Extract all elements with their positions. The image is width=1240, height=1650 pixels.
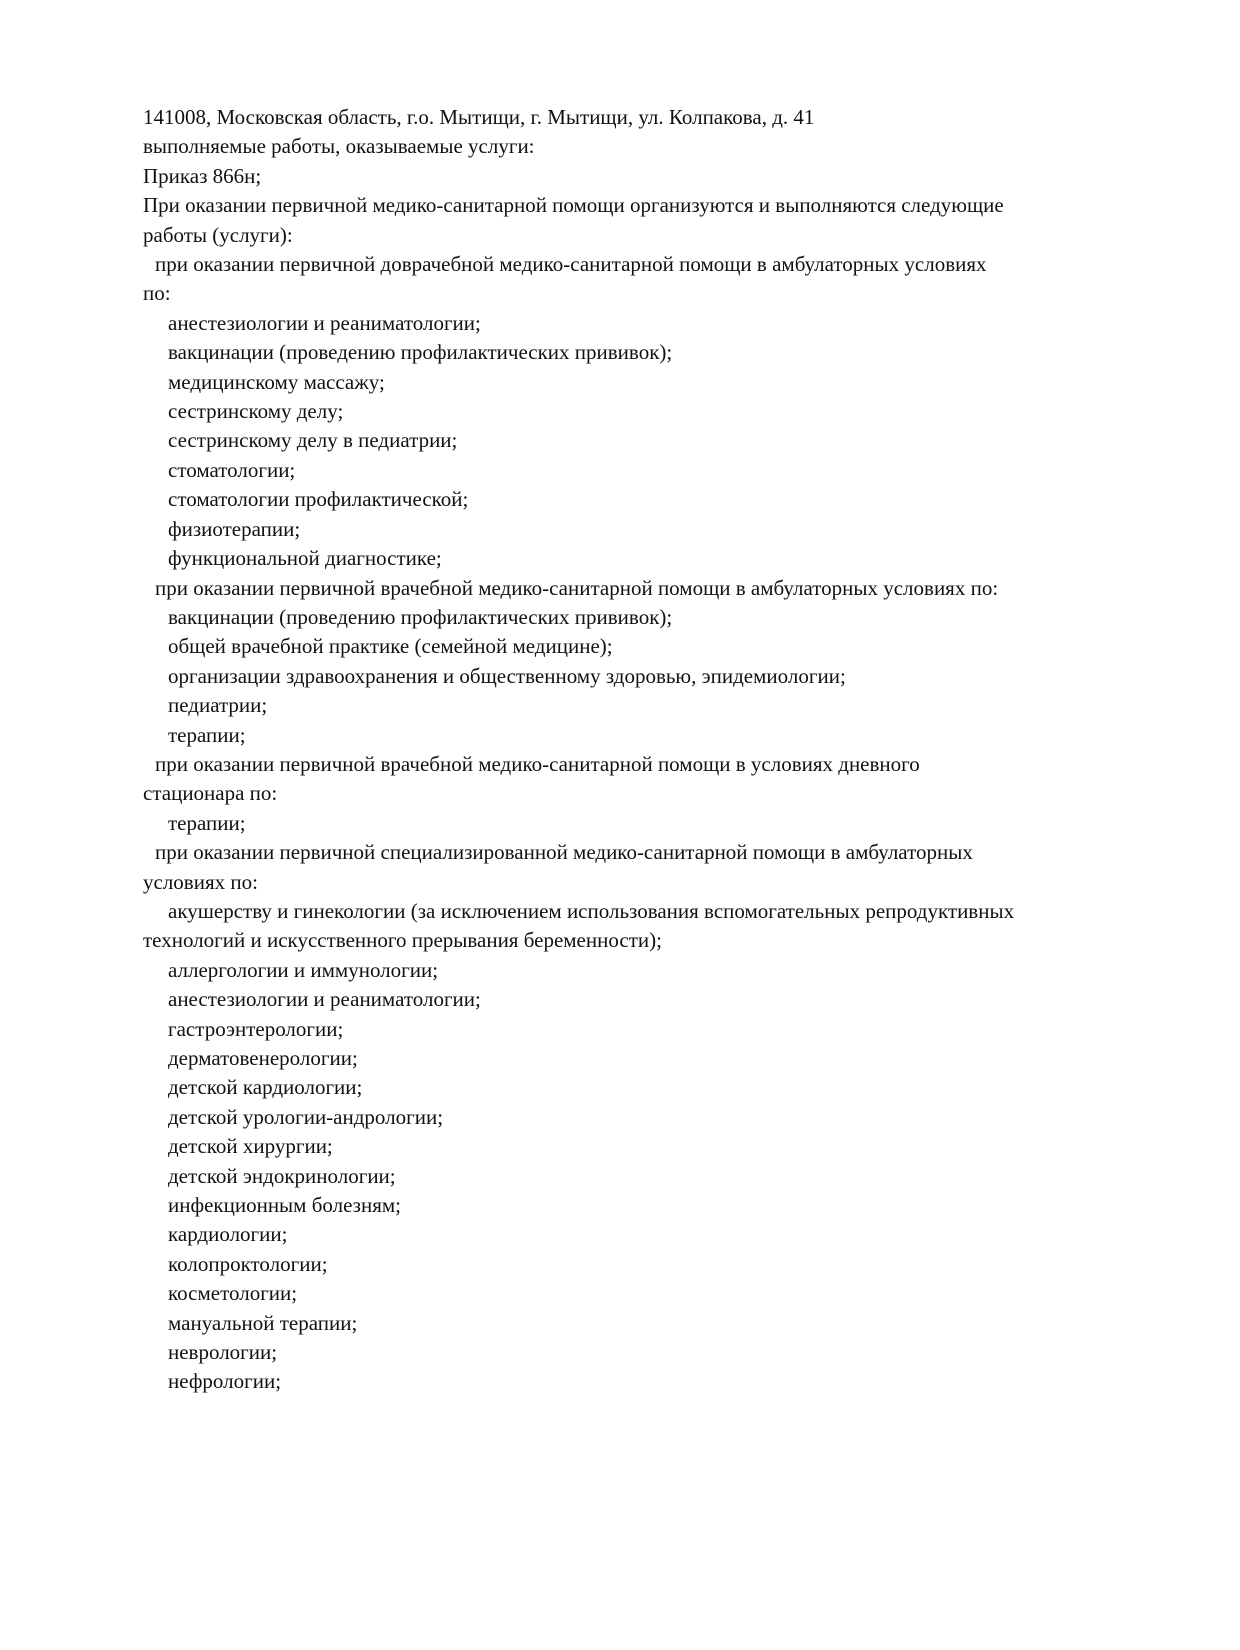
document-line: дерматовенерологии; xyxy=(168,1046,358,1070)
document-line: физиотерапии; xyxy=(168,516,301,541)
document-line: детской кардиологии; xyxy=(168,1075,363,1100)
document-line: функциональной диагностике; xyxy=(168,546,442,571)
document-line: при оказании первичной специализированной медико-санитарной помощи в амбулаторных xyxy=(155,840,973,865)
document-line: по: xyxy=(143,281,171,306)
document-line: Приказ 866н; xyxy=(143,163,262,188)
document-line: общей врачебной практике (семейной медицине); xyxy=(168,634,613,659)
document-line: колопроктологии; xyxy=(168,1251,328,1276)
document-line: при оказании первичной врачебной медико-санитарной помощи в условиях дневного xyxy=(155,751,920,776)
document-line: косметологии; xyxy=(168,1281,298,1306)
document-line: стоматологии; xyxy=(168,457,296,482)
document-line: нефрологии; xyxy=(168,1369,282,1394)
document-line: анестезиологии и реаниматологии; xyxy=(168,987,481,1012)
document-line: анестезиологии и реаниматологии; xyxy=(168,310,481,335)
document-line: технологий и искусственного прерывания беременности); xyxy=(143,928,662,953)
document-line: детской хирургии; xyxy=(168,1134,333,1159)
document-line: педиатрии; xyxy=(168,693,268,718)
document-line: акушерству и гинекологии (за исключением использования вспомогательных репродуктивных xyxy=(168,898,1015,923)
document-line: аллергологии и иммунологии; xyxy=(168,957,439,982)
document-line: терапии; xyxy=(168,810,246,835)
document-line: неврологии; xyxy=(168,1340,278,1365)
document-line: условиях по: xyxy=(143,869,258,894)
document-line: гастроэнтерологии; xyxy=(168,1016,344,1041)
document-line: кардиологии; xyxy=(168,1222,288,1247)
document-line: 141008, Московская область, г.о. Мытищи, г. Мытищи, ул. Колпакова, д. 41 xyxy=(143,105,815,129)
document-line: детской урологии-андрологии; xyxy=(168,1104,444,1129)
document-line: вакцинации (проведению профилактических прививок); xyxy=(168,340,673,365)
document-line: вакцинации (проведению профилактических прививок); xyxy=(168,604,673,629)
document-line: медицинскому массажу; xyxy=(168,369,385,394)
document-line: работы (услуги): xyxy=(143,222,293,247)
document-line: инфекционным болезням; xyxy=(168,1193,401,1218)
document-line: при оказании первичной врачебной медико-санитарной помощи в амбулаторных условиях по: xyxy=(155,575,999,600)
document-line: детской эндокринологии; xyxy=(168,1163,396,1188)
document-line: организации здравоохранения и общественному здоровью, эпидемиологии; xyxy=(168,663,846,688)
document-line: сестринскому делу; xyxy=(168,399,344,424)
document-line: терапии; xyxy=(168,722,246,747)
document-line: при оказании первичной доврачебной медико-санитарной помощи в амбулаторных условиях xyxy=(155,252,987,277)
document-line: мануальной терапии; xyxy=(168,1310,358,1335)
document-text-block xyxy=(143,103,1153,1397)
document-line: выполняемые работы, оказываемые услуги: xyxy=(143,134,535,159)
document-line: стоматологии профилактической; xyxy=(168,487,469,512)
document-line: сестринскому делу в педиатрии; xyxy=(168,428,458,453)
document-line: стационара по: xyxy=(143,781,278,806)
document-line: При оказании первичной медико-санитарной помощи организуются и выполняются следующие xyxy=(143,193,1004,218)
